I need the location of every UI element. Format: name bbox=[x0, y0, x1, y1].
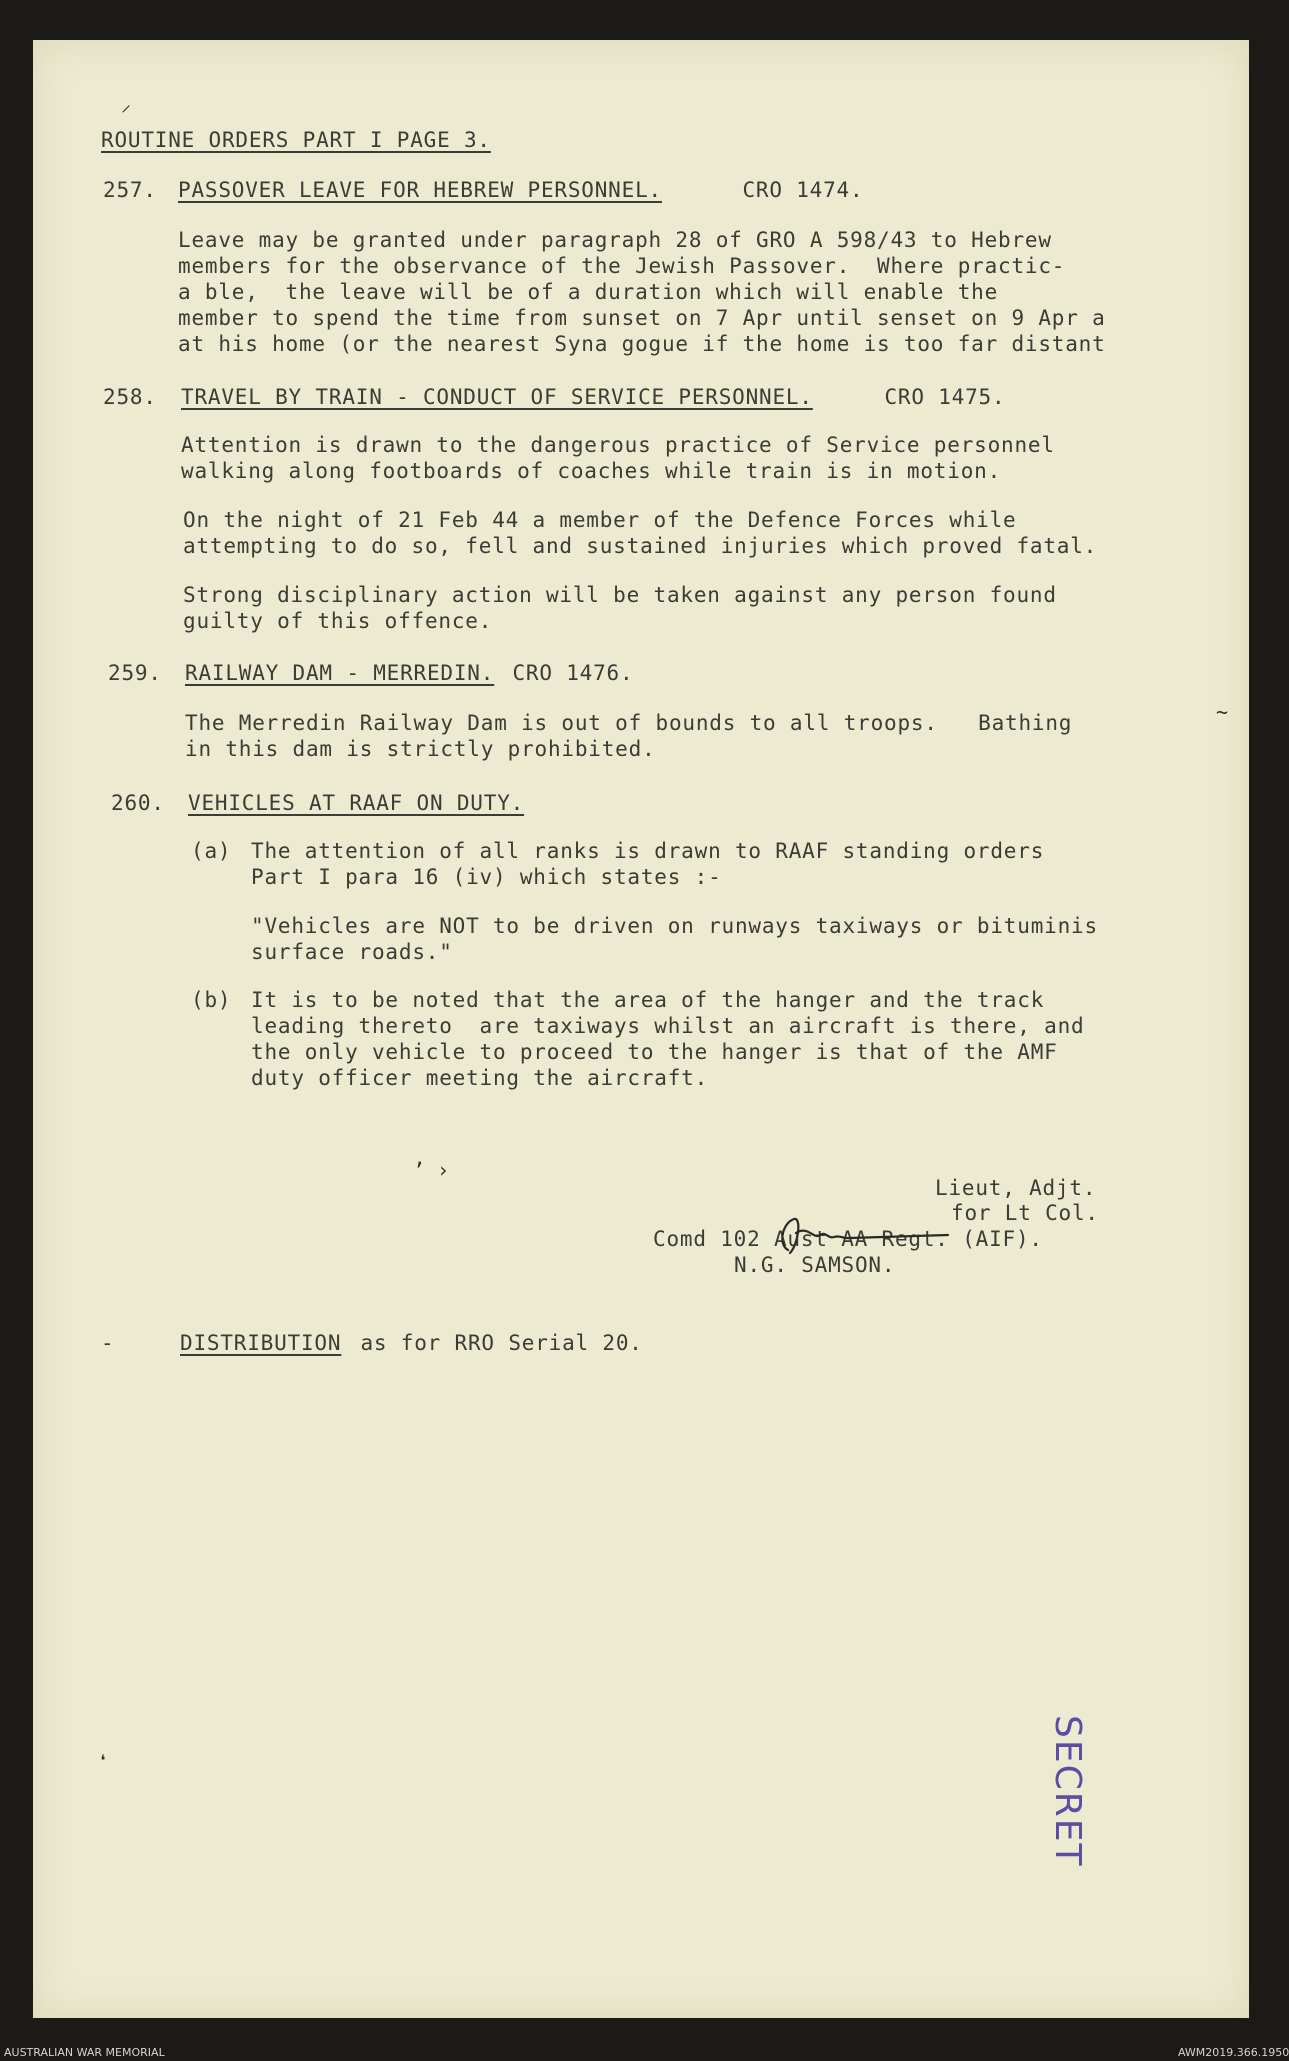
distribution-text: as for RRO Serial 20. bbox=[347, 1331, 643, 1355]
quote-line-2: surface roads." bbox=[251, 940, 453, 964]
secret-stamp: SECRET bbox=[1047, 1715, 1088, 1868]
section-260-title: VEHICLES AT RAAF ON DUTY. bbox=[188, 791, 525, 815]
section-258-p3-line-2: guilty of this offence. bbox=[183, 609, 493, 633]
section-260-number: 260. bbox=[111, 791, 165, 815]
section-259-title: RAILWAY DAM - MERREDIN. bbox=[185, 661, 495, 685]
section-258-number: 258. bbox=[103, 385, 157, 409]
item-a-label: (a) bbox=[191, 839, 232, 863]
section-258-ref: CRO 1475. bbox=[871, 385, 1006, 409]
distribution-dash: - bbox=[101, 1331, 128, 1355]
section-258-p2-line-1: On the night of 21 Feb 44 a member of the Defence Forces while bbox=[183, 508, 1017, 532]
signature-unit: Comd 102 Aust AA Regt. (AIF). bbox=[653, 1227, 1043, 1251]
section-258-p2-line-2: attempting to do so, fell and sustained injuries which proved fatal. bbox=[183, 534, 1098, 558]
footer-right: AWM2019.366.1950 bbox=[1178, 2046, 1289, 2059]
quote-line-1: "Vehicles are NOT to be driven on runways taxiways or bituminis bbox=[251, 914, 1098, 938]
footer-left: AUSTRALIAN WAR MEMORIAL bbox=[4, 2046, 165, 2059]
item-b-line-3: the only vehicle to proceed to the hanger is that of the AMF bbox=[251, 1040, 1058, 1064]
section-258-title: TRAVEL BY TRAIN - CONDUCT OF SERVICE PERSONNEL. bbox=[181, 385, 813, 409]
pencil-tick-mark: ⸝ bbox=[121, 92, 131, 116]
section-257-line-1: Leave may be granted under paragraph 28 of GRO A 598/43 to Hebrew bbox=[178, 228, 1052, 252]
section-257-title: PASSOVER LEAVE FOR HEBREW PERSONNEL. bbox=[178, 178, 662, 202]
section-257-number: 257. bbox=[103, 178, 157, 202]
section-257-line-4: member to spend the time from sunset on 7 Apr until senset on 9 Apr a bbox=[178, 306, 1106, 330]
pencil-mark: ʼ › bbox=[413, 1158, 450, 1182]
section-258-p3-line-1: Strong disciplinary action will be taken against any person found bbox=[183, 583, 1057, 607]
item-b-line-4: duty officer meeting the aircraft. bbox=[251, 1066, 709, 1090]
section-259-ref: CRO 1476. bbox=[499, 661, 634, 685]
page-header: ROUTINE ORDERS PART I PAGE 3. bbox=[101, 128, 491, 152]
section-258-p1-line-1: Attention is drawn to the dangerous practice of Service personnel bbox=[181, 433, 1055, 457]
section-257-line-5: at his home (or the nearest Syna gogue if the home is too far distant bbox=[178, 332, 1106, 356]
section-257-line-2: members for the observance of the Jewish Passover. Where practic- bbox=[178, 254, 1066, 278]
section-259-line-2: in this dam is strictly prohibited. bbox=[185, 737, 656, 761]
signature-name: N.G. SAMSON. bbox=[734, 1253, 896, 1277]
item-b-label: (b) bbox=[191, 988, 232, 1012]
margin-mark: ❛ bbox=[97, 1750, 110, 1774]
edge-mark: ~ bbox=[1216, 700, 1229, 724]
item-a-line-1: The attention of all ranks is drawn to RAAF standing orders bbox=[251, 839, 1045, 863]
distribution-label: DISTRIBUTION bbox=[180, 1331, 342, 1355]
section-257-ref: CRO 1474. bbox=[729, 178, 864, 202]
section-259-number: 259. bbox=[108, 661, 162, 685]
signature-for: for Lt Col. bbox=[951, 1201, 1099, 1225]
section-259-line-1: The Merredin Railway Dam is out of bounds to all troops. Bathing bbox=[185, 711, 1073, 735]
signature-rank: Lieut, Adjt. bbox=[935, 1176, 1097, 1200]
item-a-line-2: Part I para 16 (iv) which states :- bbox=[251, 865, 722, 889]
item-b-line-2: leading thereto are taxiways whilst an aircraft is there, and bbox=[251, 1014, 1085, 1038]
section-257-line-3: a ble, the leave will be of a duration which will enable the bbox=[178, 280, 999, 304]
section-258-p1-line-2: walking along footboards of coaches while train is in motion. bbox=[181, 459, 1002, 483]
item-b-line-1: It is to be noted that the area of the hanger and the track bbox=[251, 988, 1045, 1012]
